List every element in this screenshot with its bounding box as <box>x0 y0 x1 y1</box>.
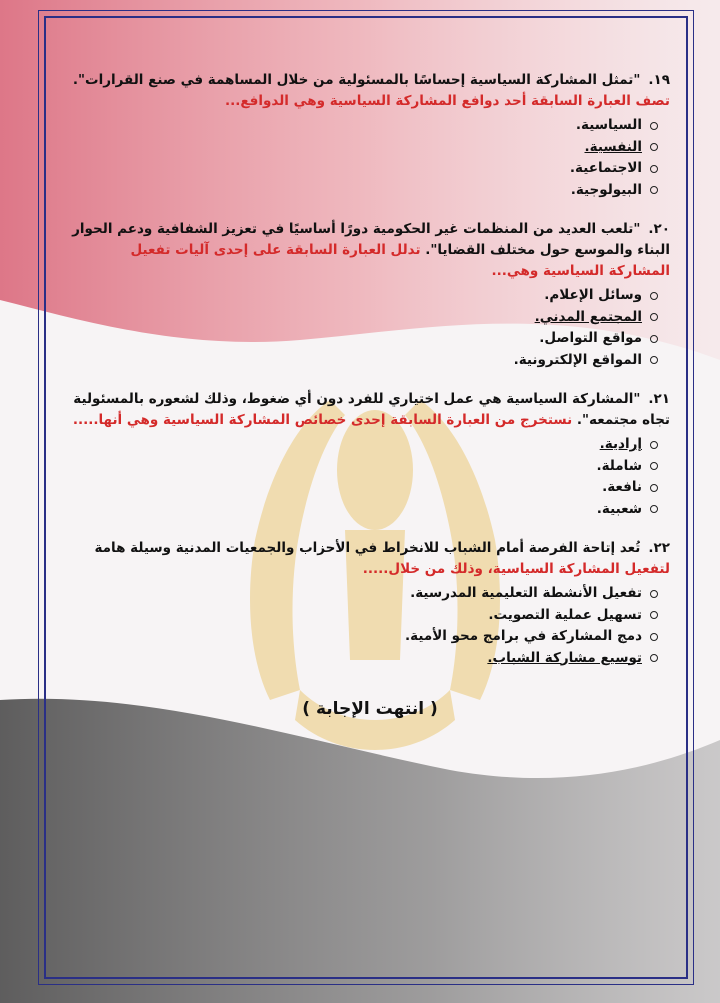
radio-circle-icon <box>650 441 658 449</box>
question-19 <box>70 70 670 201</box>
radio-circle-icon <box>650 186 658 194</box>
radio-circle-icon <box>650 292 658 300</box>
option[interactable]: السياسية. <box>70 115 658 137</box>
options-list <box>70 115 670 201</box>
option-marked[interactable]: المجتمع المدني. <box>70 307 658 329</box>
option[interactable]: دمج المشاركة في برامج محو الأمية. <box>70 626 658 648</box>
radio-circle-icon <box>650 143 658 151</box>
question-22 <box>70 538 670 669</box>
question-statement: "المشاركة السياسية هي عمل اختياري للفرد دون أي ضغوط، وذلك لشعوره بالمسئولية تجاه مجتمعه". <box>73 391 670 428</box>
options-list <box>70 285 670 371</box>
option[interactable]: الاجتماعية. <box>70 158 658 180</box>
question-number: ٢٢. <box>648 540 670 556</box>
question-number: ٢٠. <box>648 221 670 237</box>
question-statement: "تلعب العديد من المنظمات غير الحكومية دورًا أساسيًا في تعزيز الشفافية ودعم الحوار البناء والموسع حول مختلف القضايا". <box>72 221 670 258</box>
question-statement: "تمثل المشاركة السياسية إحساسًا بالمسئولية من خلال المساهمة في صنع القرارات". <box>72 72 641 88</box>
option[interactable]: تسهيل عملية التصويت. <box>70 605 658 627</box>
radio-circle-icon <box>650 484 658 492</box>
radio-circle-icon <box>650 356 658 364</box>
question-number: ٢١. <box>648 391 670 407</box>
options-list <box>70 583 670 669</box>
option-marked[interactable]: إرادية. <box>70 434 658 456</box>
question-20 <box>70 219 670 371</box>
radio-circle-icon <box>650 590 658 598</box>
option[interactable]: البيولوجية. <box>70 180 658 202</box>
option[interactable]: وسائل الإعلام. <box>70 285 658 307</box>
option[interactable]: شاملة. <box>70 456 658 478</box>
end-of-answers-label: ( انتهت الإجابة ) <box>302 699 438 719</box>
exam-content <box>70 70 670 719</box>
question-text <box>70 389 670 431</box>
radio-circle-icon <box>650 611 658 619</box>
radio-circle-icon <box>650 313 658 321</box>
radio-circle-icon <box>650 165 658 173</box>
option[interactable]: المواقع الإلكترونية. <box>70 350 658 372</box>
question-prompt: تدلل العبارة السابقة على إحدى آليات تفعيل المشاركة السياسية وهي... <box>130 242 670 279</box>
radio-circle-icon <box>650 505 658 513</box>
question-prompt: تصف العبارة السابقة أحد دوافع المشاركة السياسية وهي الدوافع... <box>224 93 670 109</box>
radio-circle-icon <box>650 654 658 662</box>
question-prompt: لتفعيل المشاركة السياسية، وذلك من خلال..... <box>362 561 670 577</box>
option-marked[interactable]: النفسية. <box>70 137 658 159</box>
option[interactable]: تفعيل الأنشطة التعليمية المدرسية. <box>70 583 658 605</box>
question-prompt: نستخرج من العبارة السابقة إحدى خصائص المشاركة السياسية وهي أنها..... <box>72 412 573 428</box>
radio-circle-icon <box>650 335 658 343</box>
option[interactable]: نافعة. <box>70 477 658 499</box>
question-statement: تُعد إتاحة الفرصة أمام الشباب للانخراط في الأحزاب والجمعيات المدنية وسيلة هامة <box>94 540 641 556</box>
option[interactable]: شعبية. <box>70 499 658 521</box>
question-text <box>70 70 670 112</box>
options-list <box>70 434 670 520</box>
option[interactable]: مواقع التواصل. <box>70 328 658 350</box>
radio-circle-icon <box>650 462 658 470</box>
question-text <box>70 219 670 282</box>
radio-circle-icon <box>650 633 658 641</box>
question-21 <box>70 389 670 520</box>
question-text <box>70 538 670 580</box>
option-marked[interactable]: توسيع مشاركة الشباب. <box>70 648 658 670</box>
radio-circle-icon <box>650 122 658 130</box>
question-number: ١٩. <box>648 72 670 88</box>
